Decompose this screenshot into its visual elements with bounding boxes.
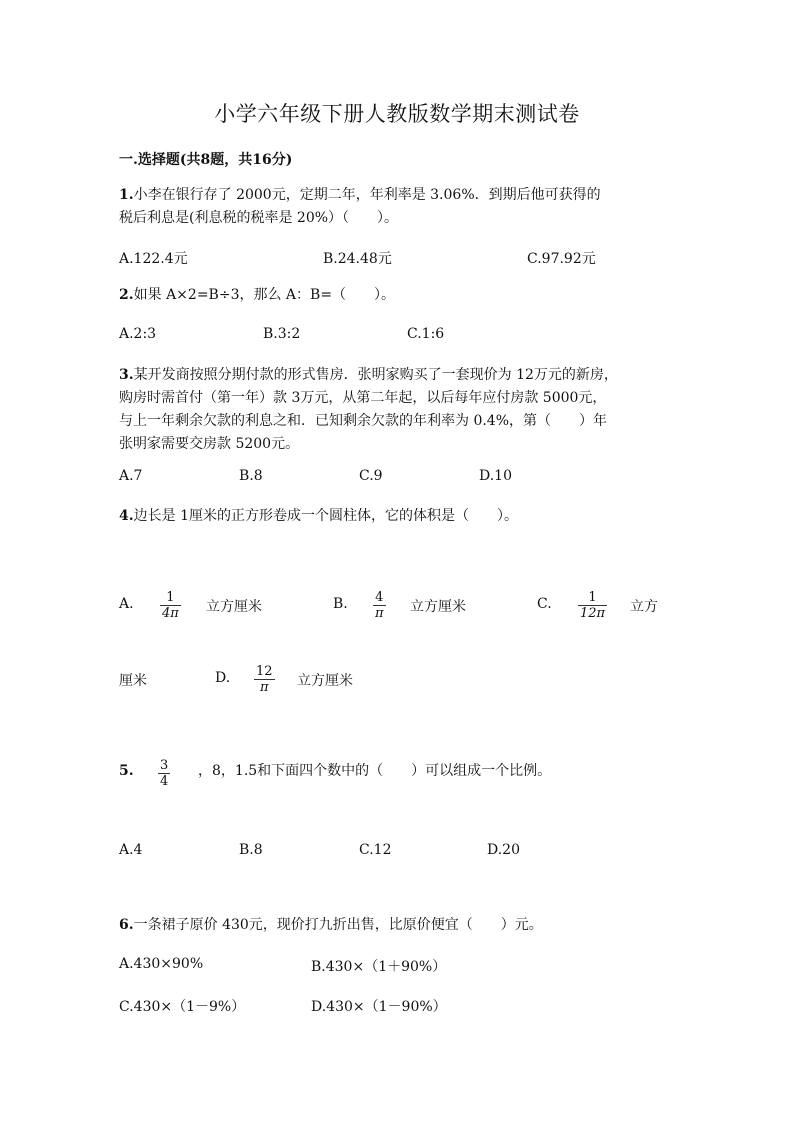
question-4 <box>119 505 518 528</box>
question-number: 3. <box>119 367 134 383</box>
option-b[interactable]: B.8 <box>239 842 263 858</box>
option-c-unit-wrap: 厘米 <box>119 673 147 689</box>
section-heading: 一.选择题(共8题，共16分) <box>119 152 293 168</box>
option-d[interactable]: D.430×（1－90%） <box>311 999 447 1015</box>
question-3 <box>119 364 618 456</box>
question-2 <box>119 284 395 307</box>
option-c[interactable]: C.9 <box>359 468 383 484</box>
option-a[interactable]: A.2:3 <box>119 326 157 342</box>
question-6 <box>119 914 543 937</box>
question-number: 6. <box>119 917 134 933</box>
question-text-line: 购房时需首付（第一年）款 3万元，从第二年起，以后每年应付房款 5000元， <box>119 390 607 406</box>
option-d-unit: 立方厘米 <box>297 673 353 689</box>
option-c[interactable]: C.1:6 <box>407 326 445 342</box>
question-text-line: 税后利息是(利息税的税率是 20%）（ ）。 <box>119 210 399 226</box>
question-number: 4. <box>119 508 134 524</box>
option-c[interactable]: C.430×（1－9%） <box>119 999 246 1015</box>
question-text-line: 小李在银行存了 2000元，定期二年，年利率是 3.06%．到期后他可获得的 <box>133 187 601 203</box>
option-d[interactable]: D.20 <box>487 842 520 858</box>
option-b-fraction: 4 π <box>375 590 384 621</box>
option-b[interactable]: B.8 <box>239 468 263 484</box>
question-text-line: 张明家需要交房款 5200元。 <box>119 436 300 452</box>
option-d-label[interactable]: D. <box>215 670 231 686</box>
option-a[interactable]: A.4 <box>119 842 143 858</box>
option-a-label[interactable]: A. <box>119 596 134 612</box>
option-b[interactable]: B.3:2 <box>263 326 301 342</box>
question-text-line: 某开发商按照分期付款的形式售房．张明家购买了一套现价为 12万元的新房， <box>133 367 618 383</box>
option-c-fraction: 1 12π <box>580 590 606 621</box>
option-a[interactable]: A.430×90% <box>119 956 204 972</box>
question-number: 2. <box>119 287 134 303</box>
option-b-label[interactable]: B. <box>333 596 348 612</box>
page-title: 小学六年级下册人教版数学期末测试卷 <box>214 102 580 126</box>
option-a-fraction: 1 4π <box>162 590 179 621</box>
option-a-unit: 立方厘米 <box>206 599 262 615</box>
question-5-text: ，8，1.5和下面四个数中的（ ）可以组成一个比例。 <box>198 763 552 779</box>
question-1 <box>119 184 601 230</box>
option-b-unit: 立方厘米 <box>410 599 466 615</box>
option-a[interactable]: A.122.4元 <box>119 251 188 267</box>
option-c[interactable]: C.97.92元 <box>527 251 596 267</box>
option-c-unit: 立方 <box>630 599 658 615</box>
question-text-line: 如果 A×2=B÷3，那么 A：B=（ ）。 <box>133 287 396 303</box>
question-text-line: 与上一年剩余欠款的利息之和．已知剩余欠款的年利率为 0.4%，第（ ）年 <box>119 413 608 429</box>
question-text-line: 边长是 1厘米的正方形卷成一个圆柱体，它的体积是（ ）。 <box>133 508 518 524</box>
question-text-line: 一条裙子原价 430元，现价打九折出售，比原价便宜（ ）元。 <box>133 917 543 933</box>
question-number: 1. <box>119 187 134 203</box>
option-d-fraction: 12 π <box>256 664 273 695</box>
question-5-fraction: 3 4 <box>160 758 169 789</box>
question-5-number: 5. <box>119 763 134 779</box>
option-c-label[interactable]: C. <box>537 596 552 612</box>
option-c[interactable]: C.12 <box>359 842 392 858</box>
option-d[interactable]: D.10 <box>479 468 512 484</box>
option-a[interactable]: A.7 <box>119 468 143 484</box>
option-b[interactable]: B.430×（1＋90%） <box>311 959 447 975</box>
option-b[interactable]: B.24.48元 <box>323 251 392 267</box>
